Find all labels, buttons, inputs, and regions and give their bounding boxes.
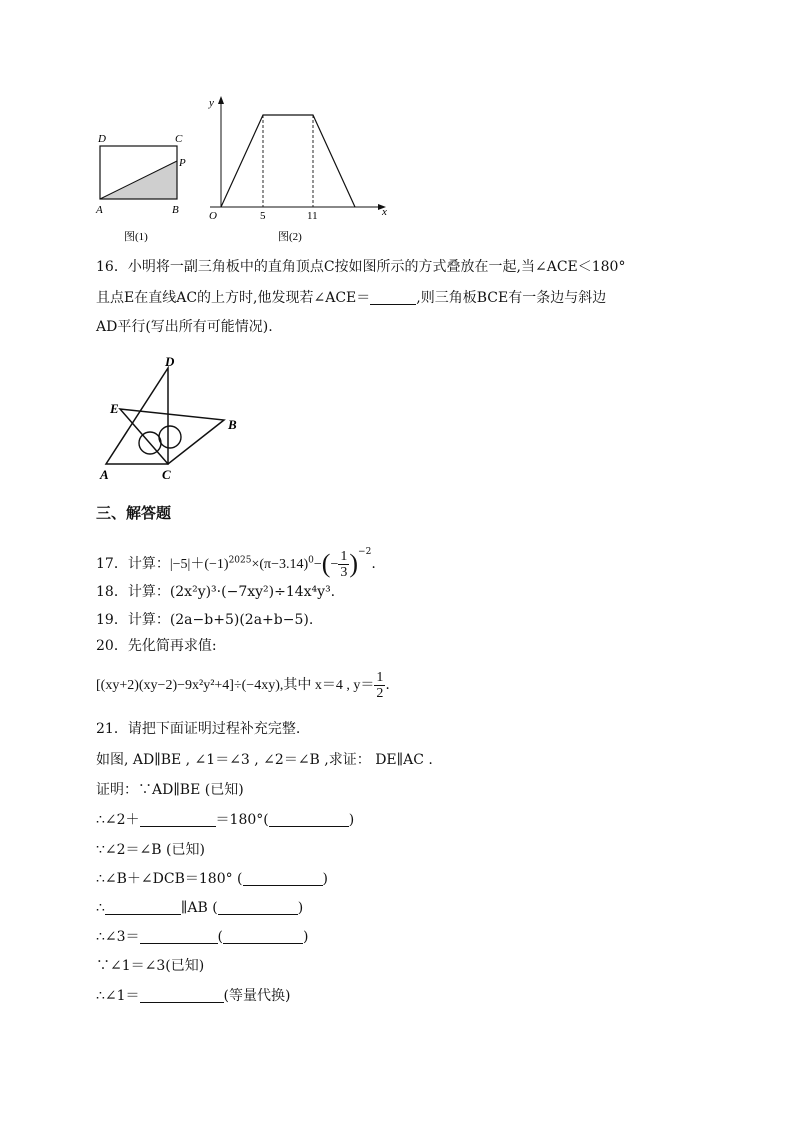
label-c16: C <box>162 467 171 482</box>
y-label: y <box>209 97 214 109</box>
q21-step-5-a: ∴∠3＝ <box>96 929 140 945</box>
q21-blank-5[interactable] <box>140 929 218 944</box>
q21-given: 如图, AD∥BE , ∠1＝∠3 , ∠2＝∠B ,求证： DE∥AC . <box>96 752 433 768</box>
label-d: D <box>98 133 106 145</box>
q21-step-4-b: ∥AB ( <box>180 900 218 916</box>
q16-answer-blank[interactable] <box>370 290 416 305</box>
q21-blank-1[interactable] <box>140 812 216 827</box>
q21-step-7 <box>96 986 290 1006</box>
q21-reason-blank-1[interactable] <box>269 812 349 827</box>
label-a: A <box>96 204 103 216</box>
label-b: B <box>172 204 179 216</box>
figure-16-set-squares <box>96 352 246 484</box>
label-a16: A <box>100 467 109 482</box>
x-label: x <box>382 206 387 218</box>
q17: 17．计算：$|-5|+(-1)^{2025}\times(\pi-3.14)^0-(-$ $\frac{1}{3}$ )$^{-2}$. <box>96 547 376 580</box>
q21-step-3-a: ∴∠B＋∠DCB＝180° ( <box>96 871 243 887</box>
q17-fraction: $\frac{1}{3}$ <box>340 548 348 580</box>
q16-line-3: AD平行(写出所有可能情况). <box>96 319 273 335</box>
q19: 19．计算：(2a−b+5)(2a+b−5). <box>96 612 314 628</box>
q17-exp-a: 2025 <box>228 555 252 566</box>
q21-step-1 <box>96 810 354 830</box>
q21-step-4-c: ) <box>297 900 304 916</box>
q17-sign: − <box>330 557 339 572</box>
q21-step-6: ∵∠1＝∠3(已知) <box>96 958 205 974</box>
tick-label-11: 11 <box>307 210 318 222</box>
q17-expr-a: |−5|＋(−1) <box>169 557 229 572</box>
q20-fraction: $\frac{1}{2}$ <box>376 669 384 701</box>
graph-polyline <box>221 115 355 207</box>
figure-1-caption: 图(1) <box>124 231 148 243</box>
q21-reason-blank-4[interactable] <box>218 900 298 915</box>
q21-step-5 <box>96 927 308 947</box>
tick-label-5: 5 <box>260 210 266 222</box>
angle-2-arc <box>159 426 181 448</box>
q16-line-2-text-b: ,则三角板BCE有一条边与斜边 <box>416 290 607 306</box>
q21-step-1-b: ＝180°( <box>215 812 269 828</box>
origin-label: O <box>209 210 217 222</box>
q21-step-3-b: ) <box>322 871 328 887</box>
q20-expr: [(xy+2)(xy−2)−9x²y²+4]÷(−4xy),其中 x＝4 , y＝ <box>96 678 375 693</box>
q17-exp-b: 0 <box>308 555 314 566</box>
figure-2-graph <box>200 92 400 248</box>
q18: 18．计算：(2x²y)³·(−7xy²)÷14x⁴y³. <box>96 584 336 600</box>
q20-expression <box>96 668 390 703</box>
figure-1-rectangle <box>90 128 200 248</box>
q21-proof-start: 证明：∵AD∥BE (已知) <box>96 782 244 798</box>
q21-blank-4[interactable] <box>105 900 181 915</box>
q21-blank-7[interactable] <box>140 988 224 1003</box>
q17-exp-c: −2 <box>358 547 372 557</box>
q16-line-2-text-a: 且点E在直线AC的上方时,他发现若∠ACE＝ <box>96 290 371 306</box>
q21-step-1-a: ∴∠2＋ <box>96 812 140 828</box>
q17-expr-c: − <box>313 557 322 572</box>
q21-step-4 <box>96 898 303 918</box>
label-p: P <box>179 157 186 169</box>
q21-step-5-b: ( <box>217 929 224 945</box>
q21-step-7-b: (等量代换) <box>223 988 291 1004</box>
q17-expr-b: ×(π−3.14) <box>251 557 309 572</box>
q21-step-5-c: ) <box>303 929 309 945</box>
label-e16: E <box>110 401 119 416</box>
q20-title: 20．先化简再求值: <box>96 638 217 654</box>
q16-line-1: 16．小明将一副三角板中的直角顶点C按如图所示的方式叠放在一起,当∠ACE＜180° <box>96 259 626 275</box>
label-c: C <box>175 133 183 145</box>
q21-title: 21．请把下面证明过程补充完整. <box>96 721 301 737</box>
q16-line-2 <box>96 288 606 308</box>
label-d16: D <box>165 354 175 369</box>
q20-end: . <box>385 677 390 693</box>
q21-reason-blank-3[interactable] <box>243 871 323 886</box>
section-heading: 三、解答题 <box>96 504 172 522</box>
q17-end: . <box>371 556 376 572</box>
q21-step-1-c: ) <box>348 812 355 828</box>
q21-step-3 <box>96 869 328 889</box>
y-axis-arrow <box>218 96 224 104</box>
q21-step-4-a: ∴ <box>96 900 105 916</box>
q21-reason-blank-5[interactable] <box>223 929 303 944</box>
q17-prefix: 17．计算： <box>96 556 170 572</box>
figure-2-caption: 图(2) <box>278 231 302 243</box>
label-b16: B <box>228 417 237 432</box>
q21-step-2: ∵∠2＝∠B (已知) <box>96 842 205 858</box>
q21-step-7-a: ∴∠1＝ <box>96 988 140 1004</box>
